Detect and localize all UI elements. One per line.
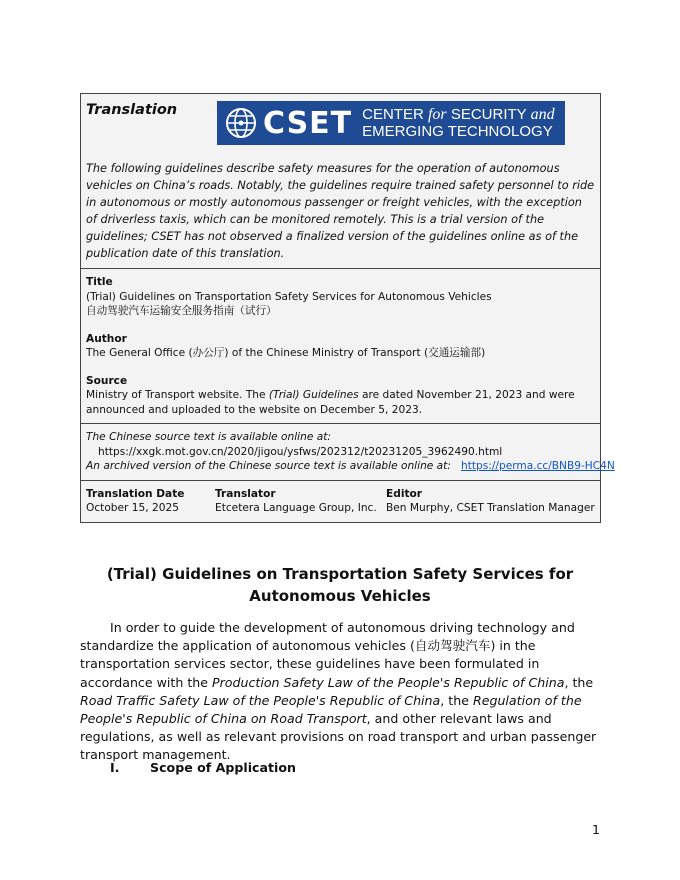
meta-section xyxy=(81,480,600,522)
online-source-label: The Chinese source text is available online at: xyxy=(86,431,331,443)
translation-label: Translation xyxy=(86,102,178,118)
editor-label: Editor xyxy=(386,487,423,500)
date-value: October 15, 2025 xyxy=(86,502,179,514)
sources-section xyxy=(81,423,615,480)
translator-label: Translator xyxy=(215,487,276,500)
info-section xyxy=(81,268,600,423)
archive-source-line: An archived version of the Chinese source text is available online at: https://perma.cc/BNB9-HC4N xyxy=(86,460,615,472)
date-label: Translation Date xyxy=(86,487,185,500)
cset-logo xyxy=(217,101,565,145)
logo-tagline: CENTER for SECURITY and EMERGING TECHNOLOGY xyxy=(362,106,555,140)
intro-paragraph: In order to guide the development of autonomous driving technology and standardize the application of autonomous vehicles (自动驾驶汽车) in the transportation services sector, these guidelines have been formulated in accordance with the Production Safety Law of the People's Republic of China, the Road Traffic Safety Law of the People's Republic of China, the Regulation of the People's Republic of China on Road Transport, and other relevant laws and regulations, as well as relevant provisions on road transport and urban passenger transport management. xyxy=(80,620,597,763)
online-source-url: https://xxgk.mot.gov.cn/2020/jigou/ysfws/202312/t20231205_3962490.html xyxy=(98,445,503,458)
author-label: Author xyxy=(86,332,127,345)
archive-link[interactable]: https://perma.cc/BNB9-HC4N xyxy=(461,460,615,472)
title-english: (Trial) Guidelines on Transportation Safety Services for Autonomous Vehicles xyxy=(86,290,492,303)
editor-value: Ben Murphy, CSET Translation Manager xyxy=(386,502,595,514)
header-section xyxy=(81,94,600,268)
translation-info-box xyxy=(80,93,615,523)
page-number: 1 xyxy=(592,822,600,837)
document-title: (Trial) Guidelines on Transportation Safety Services for Autonomous Vehicles xyxy=(106,565,574,605)
globe-icon xyxy=(225,107,257,139)
source-label: Source xyxy=(86,374,128,387)
translation-intro: The following guidelines describe safety measures for the operation of autonomous vehicles on China’s roads. Notably, the guidelines require trained safety personnel to ride in autonomous or mostly autonomous passenger or freight vehicles, with the exception of driverless taxis, which can be monitored remotely. This is a trial version of the guidelines; CSET has not observed a finalized version of the guidelines online as of the publication date of this translation. xyxy=(86,162,595,260)
logo-wordmark: CSET xyxy=(263,105,353,141)
author-value: The General Office (办公厅) of the Chinese Ministry of Transport (交通运输部) xyxy=(86,347,486,359)
title-chinese: 自动驾驶汽车运输安全服务指南（试行） xyxy=(86,305,277,317)
source-value: Ministry of Transport website. The (Trial) Guidelines are dated November 21, 2023 and were announced and uploaded to the website on December 5, 2023. xyxy=(86,389,575,416)
title-label: Title xyxy=(86,276,113,288)
section-heading-1: I. Scope of Application xyxy=(110,760,296,775)
translator-value: Etcetera Language Group, Inc. xyxy=(215,502,377,514)
